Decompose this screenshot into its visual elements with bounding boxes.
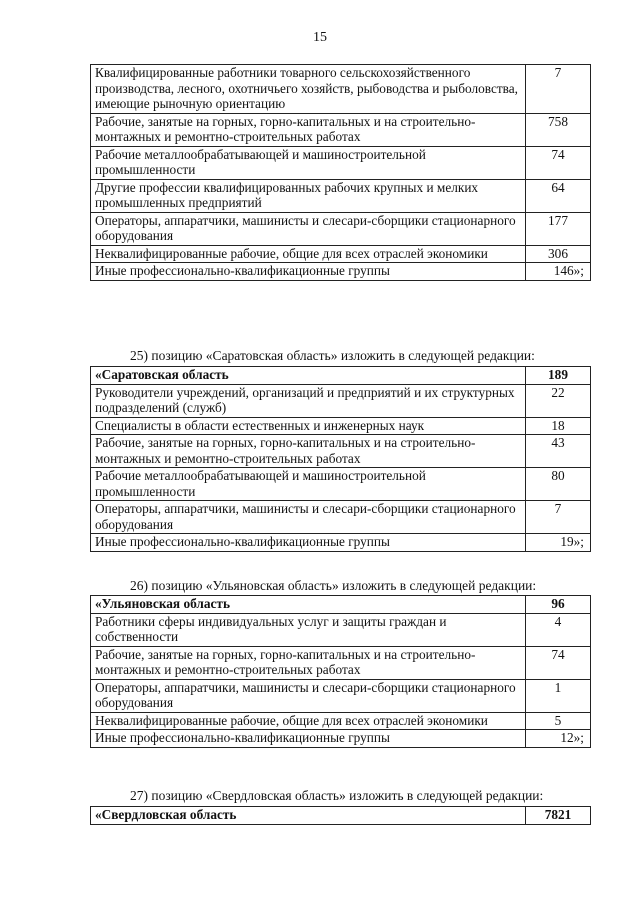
table-row <box>91 646 591 679</box>
row-value: 5 <box>526 712 591 730</box>
row-label: Неквалифицированные рабочие, общие для всех отраслей экономики <box>91 245 526 263</box>
table-header-row <box>91 807 591 825</box>
row-value: 7 <box>526 65 591 114</box>
table-header-row <box>91 596 591 614</box>
table-row <box>91 65 591 114</box>
table-row <box>91 501 591 534</box>
section-intro-ulyanovsk: 26) позицию «Ульяновская область» изложить в следующей редакции: <box>130 578 537 593</box>
row-label: Операторы, аппаратчики, машинисты и слесари-сборщики стационарного оборудования <box>91 501 526 534</box>
table-row <box>91 263 591 281</box>
row-label: Иные профессионально-квалификационные группы <box>91 534 526 552</box>
row-label: Рабочие металлообрабатывающей и машиностроительной промышленности <box>91 468 526 501</box>
region-name: «Саратовская область <box>91 367 526 385</box>
row-label: Рабочие металлообрабатывающей и машиностроительной промышленности <box>91 146 526 179</box>
table-row <box>91 113 591 146</box>
row-value: 74 <box>526 646 591 679</box>
sverdlovsk-table <box>90 806 591 825</box>
row-label: Иные профессионально-квалификационные группы <box>91 730 526 748</box>
row-label: Квалифицированные работники товарного сельскохозяйственного производства, лесного, охотничьего хозяйств, рыбоводства и рыболовства, имеющие рыночную ориентацию <box>91 65 526 114</box>
row-label: Рабочие, занятые на горных, горно-капитальных и на строительно-монтажных и ремонтно-строительных работах <box>91 646 526 679</box>
table-header-row <box>91 367 591 385</box>
row-label: Иные профессионально-квалификационные группы <box>91 263 526 281</box>
table-row <box>91 468 591 501</box>
row-value: 7 <box>526 501 591 534</box>
ulyanovsk-table <box>90 595 591 748</box>
table-row <box>91 417 591 435</box>
row-value: 43 <box>526 435 591 468</box>
table-row <box>91 179 591 212</box>
row-value: 80 <box>526 468 591 501</box>
row-label: Неквалифицированные рабочие, общие для всех отраслей экономики <box>91 712 526 730</box>
region-total: 96 <box>526 596 591 614</box>
row-label: Рабочие, занятые на горных, горно-капитальных и на строительно-монтажных и ремонтно-строительных работах <box>91 435 526 468</box>
region-name: «Ульяновская область <box>91 596 526 614</box>
table-row <box>91 212 591 245</box>
row-value: 758 <box>526 113 591 146</box>
row-label: Операторы, аппаратчики, машинисты и слесари-сборщики стационарного оборудования <box>91 679 526 712</box>
page-number: 15 <box>313 30 327 45</box>
region-total: 189 <box>526 367 591 385</box>
table-row <box>91 146 591 179</box>
row-label: Операторы, аппаратчики, машинисты и слесари-сборщики стационарного оборудования <box>91 212 526 245</box>
row-value: 177 <box>526 212 591 245</box>
row-value: 22 <box>526 384 591 417</box>
row-label: Работники сферы индивидуальных услуг и защиты граждан и собственности <box>91 613 526 646</box>
row-label: Руководители учреждений, организаций и предприятий и их структурных подразделений (служб) <box>91 384 526 417</box>
continuation-table <box>90 64 591 281</box>
table-row <box>91 730 591 748</box>
table-row <box>91 613 591 646</box>
row-value: 74 <box>526 146 591 179</box>
table-row <box>91 384 591 417</box>
row-label: Рабочие, занятые на горных, горно-капитальных и на строительно-монтажных и ремонтно-строительных работах <box>91 113 526 146</box>
section-intro-sverdlovsk: 27) позицию «Свердловская область» изложить в следующей редакции: <box>130 788 544 803</box>
row-label: Другие профессии квалифицированных рабочих крупных и мелких промышленных предприятий <box>91 179 526 212</box>
region-total: 7821 <box>526 807 591 825</box>
row-value: 19»; <box>526 534 591 552</box>
table-row <box>91 679 591 712</box>
row-label: Специалисты в области естественных и инженерных наук <box>91 417 526 435</box>
row-value: 1 <box>526 679 591 712</box>
table-row <box>91 245 591 263</box>
row-value: 4 <box>526 613 591 646</box>
table-row <box>91 712 591 730</box>
row-value: 306 <box>526 245 591 263</box>
section-intro-saratov: 25) позицию «Саратовская область» изложить в следующей редакции: <box>130 348 535 363</box>
region-name: «Свердловская область <box>91 807 526 825</box>
table-row <box>91 534 591 552</box>
row-value: 64 <box>526 179 591 212</box>
saratov-table <box>90 366 591 552</box>
row-value: 146»; <box>526 263 591 281</box>
row-value: 18 <box>526 417 591 435</box>
row-value: 12»; <box>526 730 591 748</box>
table-row <box>91 435 591 468</box>
